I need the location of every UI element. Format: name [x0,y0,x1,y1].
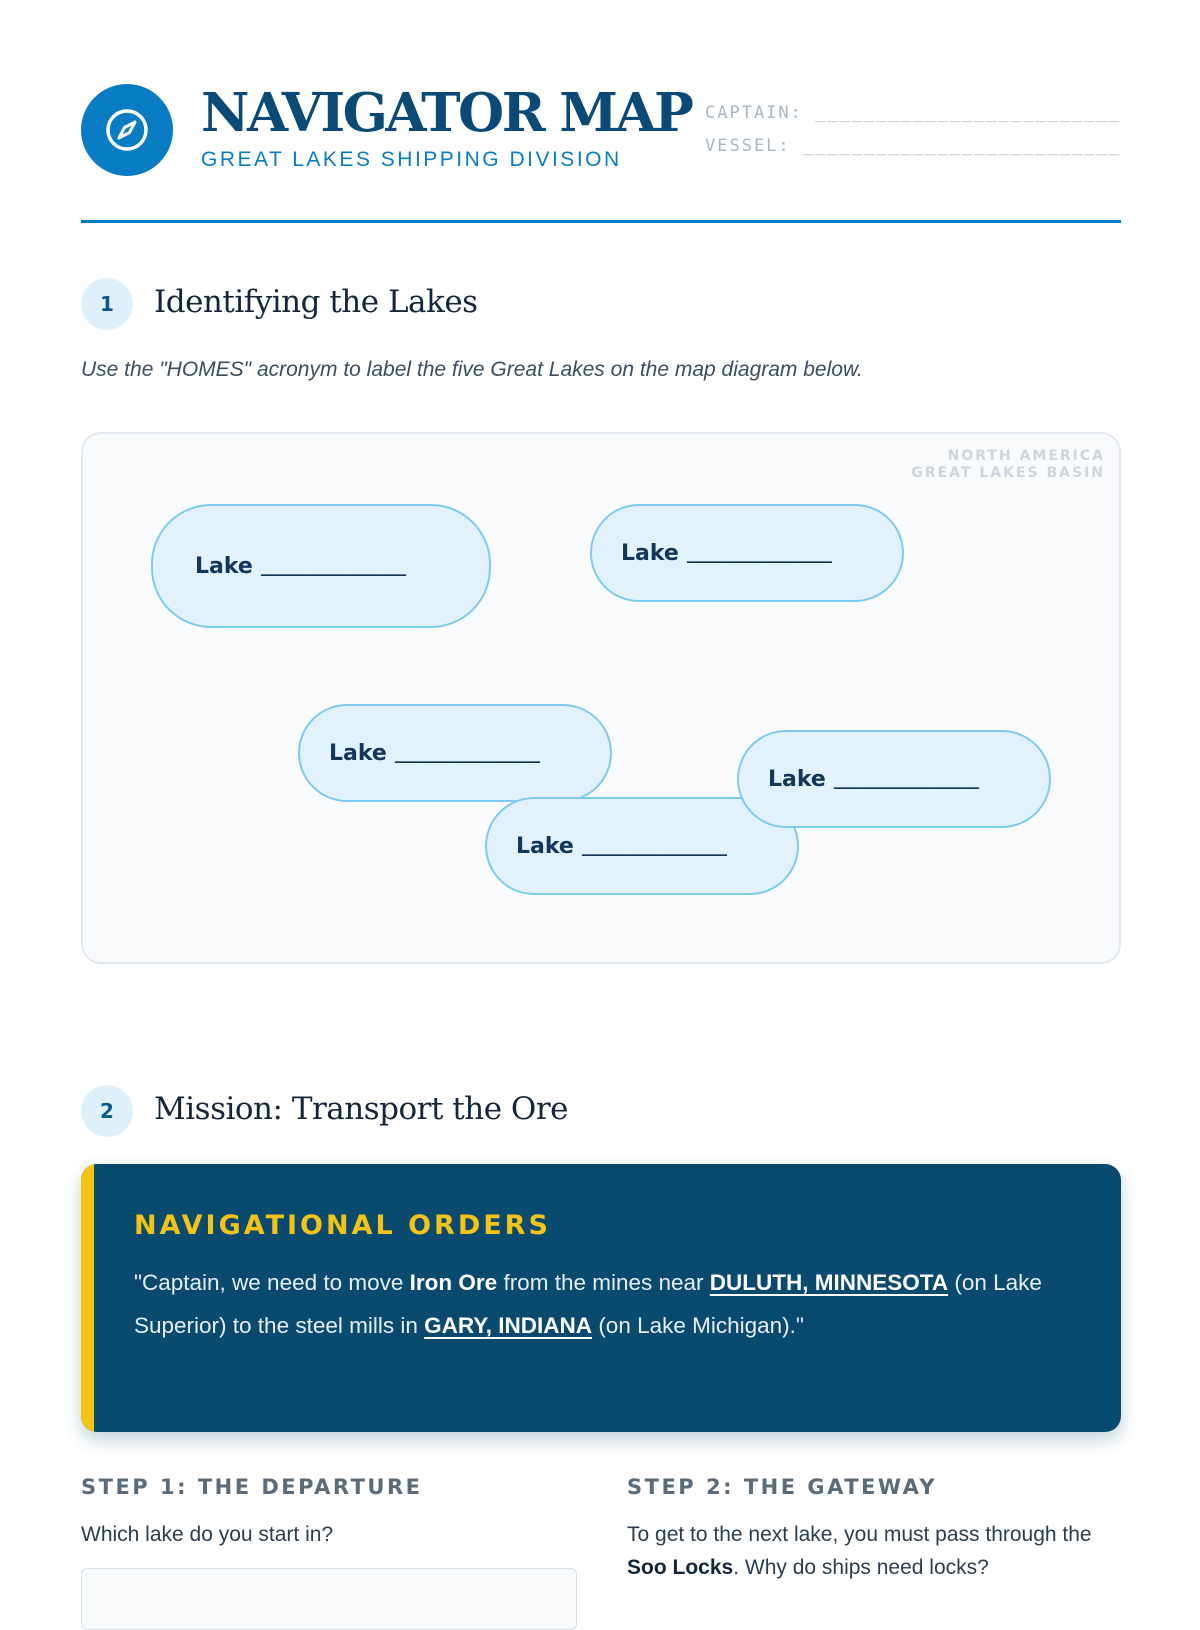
step-1-question: Which lake do you start in? [81,1523,334,1546]
destination-city: GARY, INDIANA [424,1313,593,1338]
step-2-heading: STEP 2: THE GATEWAY [627,1475,938,1499]
lake-word: Lake [516,833,574,859]
orders-text-part: "Captain, we need to move [134,1270,410,1295]
lake-blank: ______________ [686,542,832,564]
lake-label-ontario[interactable] [737,730,1051,828]
section-2-number: 2 [81,1085,133,1137]
step-2-question-part: To get to the next lake, you must pass through the [627,1523,1092,1546]
compass-logo [81,84,173,176]
page-subtitle: GREAT LAKES SHIPPING DIVISION [201,148,622,171]
step-2-question-part: . Why do ships need locks? [733,1556,989,1579]
lake-word: Lake [768,766,826,792]
lake-label-huron[interactable] [590,504,904,602]
orders-accent-bar [81,1164,94,1432]
map-caption-line1: NORTH AMERICA [947,448,1105,464]
lake-blank: ______________ [581,835,727,857]
step-2-question [627,1518,1121,1584]
orders-text-part: (on Lake Michigan)." [592,1313,804,1338]
lake-blank: ______________ [394,742,540,764]
lake-word: Lake [195,553,253,579]
lake-blank: ______________ [260,555,406,577]
cargo-name: Iron Ore [409,1270,498,1295]
lake-word: Lake [329,740,387,766]
header-divider [81,220,1121,223]
origin-city: DULUTH, MINNESOTA [709,1270,949,1295]
orders-text [134,1261,1084,1347]
section-2-title: Mission: Transport the Ore [154,1091,569,1127]
navigational-orders-card [81,1164,1121,1432]
vessel-field[interactable]: VESSEL: __________________________ [705,136,1121,156]
orders-text-part: from the mines near [497,1270,710,1295]
orders-text-part: (on Lake Superior) to the steel mills in [134,1270,1042,1338]
soo-locks-term: Soo Locks [627,1556,734,1579]
section-1-instruction: Use the "HOMES" acronym to label the five Great Lakes on the map diagram below. [81,358,863,381]
lake-blank: ______________ [833,768,979,790]
lake-label-superior[interactable] [151,504,491,628]
section-1-number: 1 [81,278,133,330]
lake-word: Lake [621,540,679,566]
lake-label-michigan[interactable] [298,704,612,802]
map-caption [911,448,1105,482]
section-1-title: Identifying the Lakes [154,284,478,320]
lakes-map-diagram [81,432,1121,964]
captain-field[interactable]: CAPTAIN: _________________________ [705,103,1121,123]
page-title: NAVIGATOR MAP [201,82,692,144]
step-1-answer-box[interactable] [81,1568,577,1630]
compass-icon [102,105,152,155]
step-1-heading: STEP 1: THE DEPARTURE [81,1475,423,1499]
orders-title: NAVIGATIONAL ORDERS [134,1210,551,1241]
map-caption-line2: GREAT LAKES BASIN [911,465,1105,481]
